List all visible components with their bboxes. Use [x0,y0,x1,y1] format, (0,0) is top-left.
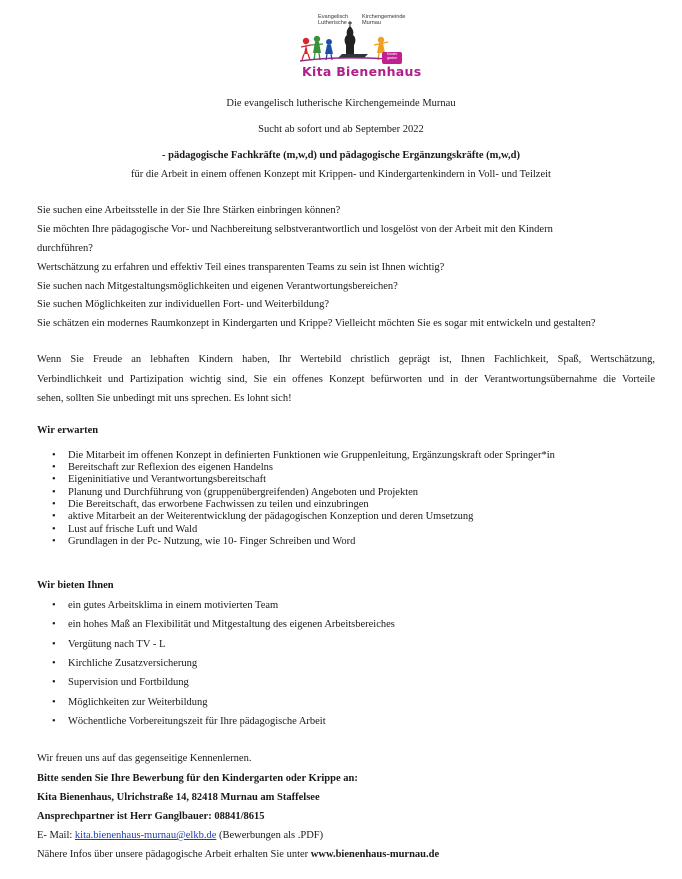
list-item: • Möglichkeiten zur Weiterbildung [68,697,208,708]
intro-line: Verbindlichkeit und Partizipation wichtig sind, Sie ein offenes Konzept befürworten und in der Verantwortungsübernahme die Vorteile [37,374,655,385]
closing-greeting: Wir freuen uns auf das gegenseitige Kennenlernen. [37,753,252,764]
logo-text-lutherische: Lutherische [318,20,347,26]
question-line: durchführen? [37,243,93,254]
list-item: • Kirchliche Zusatzversicherung [68,658,197,669]
list-item: • Die Bereitschaft, das erworbene Fachwissen zu teilen und einzubringen [68,499,369,510]
org-line: Die evangelisch lutherische Kirchengemeinde Murnau [226,98,456,109]
logo-text-evangelisch: Evangelisch [318,14,349,20]
expect-heading: Wir erwarten [37,425,99,436]
position-title: - pädagogische Fachkräfte (m,w,d) und pädagogische Ergänzungskräfte (m,w,d) [162,150,520,161]
list-item: • Eigeninitiative und Verantwortungsbereitschaft [68,474,266,485]
email-label: E- Mail: [37,830,75,841]
list-item: • ein hohes Maß an Flexibilität und Mitgestaltung des eigenen Arbeitsbereiches [68,619,395,630]
kindergarten-badge: Kinder garten [382,52,402,64]
question-line: Sie suchen eine Arbeitsstelle in der Sie Ihre Stärken einbringen können? [37,205,341,216]
list-item: • Bereitschaft zur Reflexion des eigenen Handelns [68,462,273,473]
list-item: • Vergütung nach TV - L [68,639,165,650]
search-line: Sucht ab sofort und ab September 2022 [258,124,424,135]
apply-instruction: Bitte senden Sie Ihre Bewerbung für den Kindergarten oder Krippe an: [37,773,358,784]
email-note: (Bewerbungen als .PDF) [216,830,324,841]
question-line: Sie möchten Ihre pädagogische Vor- und Nachbereitung selbstverantwortlich und losgelöst von der Arbeit mit den Kindern [37,224,553,235]
list-item: • Planung und Durchführung von (gruppenübergreifenden) Angeboten und Projekten [68,487,418,498]
list-item: • aktive Mitarbeit an der Weiterentwicklung der pädagogischen Konzeption und deren Umsetzung [68,511,473,522]
list-item: • Supervision und Fortbildung [68,677,189,688]
list-item: • Lust auf frische Luft und Wald [68,524,197,535]
website-link[interactable]: www.bienenhaus-murnau.de [310,849,440,860]
intro-line: Wenn Sie Freude an lebhaften Kindern haben, Ihr Wertebild christlich geprägt ist, Ihnen Fachlichkeit, Spaß, Wertschätzung, [37,354,655,365]
postal-address: Kita Bienenhaus, Ulrichstraße 14, 82418 Murnau am Staffelsee [37,792,320,803]
logo-text-murnau: Murnau [362,20,381,26]
question-line: Sie suchen Möglichkeiten zur individuellen Fort- und Weiterbildung? [37,299,330,310]
offer-heading: Wir bieten Ihnen [37,580,114,591]
question-line: Sie suchen nach Mitgestaltungsmöglichkeiten und eigenen Verantwortungsbereichen? [37,281,398,292]
kita-logo [298,12,422,79]
list-item: • Wöchentliche Vorbereitungszeit für Ihre pädagogische Arbeit [68,716,326,727]
info-line [37,849,439,860]
intro-line: sehen, sollten Sie unbedingt mit uns sprechen. Es lohnt sich! [37,393,292,404]
list-item: • ein gutes Arbeitsklima in einem motivierten Team [68,600,278,611]
logo-name: Kita Bienenhaus [302,64,422,79]
email-link[interactable]: kita.bienenhaus-murnau@elkb.de [74,830,217,841]
list-item: • Grundlagen in der Pc- Nutzung, wie 10- Finger Schreiben und Word [68,536,355,547]
logo-text-kirchengemeinde: Kirchengemeinde [362,14,406,20]
position-context: für die Arbeit in einem offenen Konzept mit Krippen- und Kindergartenkindern in Voll- und Teilzeit [131,169,551,180]
contact-person: Ansprechpartner ist Herr Ganglbauer: 08841/8615 [37,811,265,822]
question-line: Sie schätzen ein modernes Raumkonzept in Kindergarten und Krippe? Vielleicht möchten Sie es sogar mit entwickeln und gestalten? [37,318,596,329]
question-line: Wertschätzung zu erfahren und effektiv Teil eines transparenten Teams zu sein ist Ihnen wichtig? [37,262,445,273]
email-line [37,830,323,841]
list-item: • Die Mitarbeit im offenen Konzept in definierten Funktionen wie Gruppenleitung, Ergänzungskraft oder Springer*in [68,450,555,461]
info-prefix: Nähere Infos über unsere pädagogische Arbeit erhalten Sie unter [37,849,311,860]
